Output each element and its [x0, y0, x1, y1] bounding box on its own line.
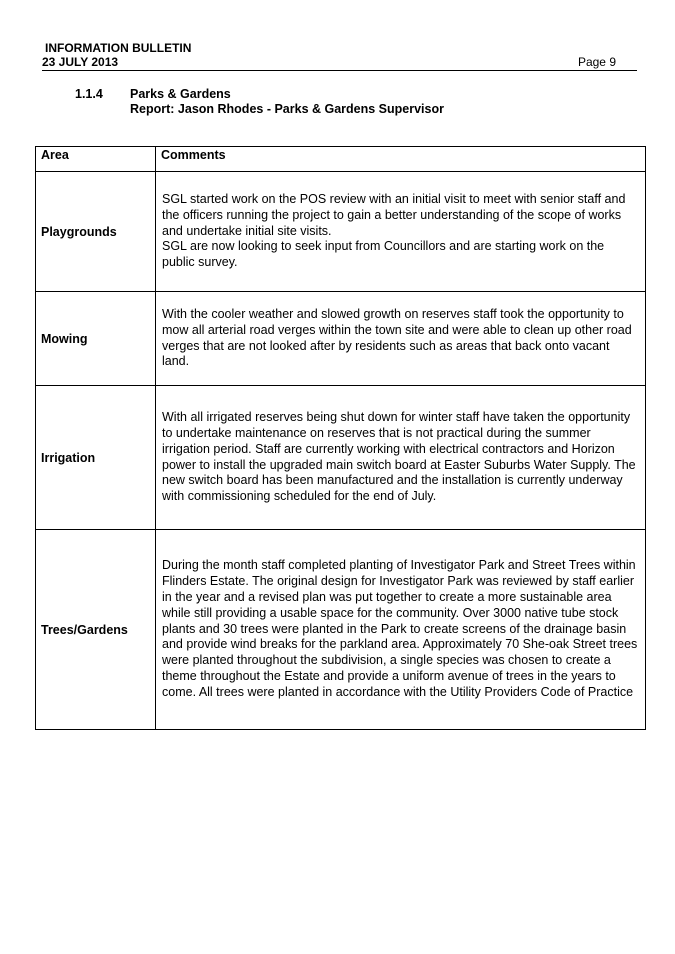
comment-cell	[156, 530, 646, 730]
section-heading	[75, 87, 444, 117]
comment-paragraph: SGL are now looking to seek input from Councillors and are starting work on the public survey.	[162, 239, 605, 270]
comment-paragraph: During the month staff completed planting of Investigator Park and Street Trees within Flinders Estate. The original design for Investigator Park was reviewed by staff earlier in the year and a revised plan was put together to create a more sustainable area while still providing a usable space for the community. Over 3000 native tube stock plants and 30 trees were planted in the Park to create screens of the drainage basin and provide wind breaks for the parkland area. Approximately 70 She-oak Street trees were planted throughout the subdivision, a single species was chosen to create a theme throughout the Estate and provide a uniform avenue of trees in the years to come. All trees were planted in accordance with the Utility Providers Code of Practice	[162, 558, 638, 699]
bulletin-title: INFORMATION BULLETIN	[45, 41, 192, 55]
page-header	[42, 41, 637, 71]
table-header-row	[36, 147, 646, 172]
area-cell: Trees/Gardens	[36, 530, 156, 730]
comment-cell	[156, 292, 646, 386]
section-number: 1.1.4	[75, 87, 103, 101]
table-row	[36, 530, 646, 730]
page-number: Page 9	[577, 55, 616, 69]
comment-paragraph: With the cooler weather and slowed growth on reserves staff took the opportunity to mow all arterial road verges within the town site and were able to clean up other road verges that are not looked after by residents such as areas that back onto vacant land.	[162, 306, 632, 369]
column-header-comments: Comments	[156, 147, 646, 172]
header-row	[42, 55, 637, 71]
comment-cell	[156, 172, 646, 292]
report-table	[35, 146, 646, 730]
table-row	[36, 386, 646, 530]
comment-cell	[156, 386, 646, 530]
bulletin-date: 23 JULY 2013	[42, 55, 119, 69]
area-cell: Playgrounds	[36, 172, 156, 292]
table-row	[36, 172, 646, 292]
area-cell: Irrigation	[36, 386, 156, 530]
area-cell: Mowing	[36, 292, 156, 386]
comment-paragraph: With all irrigated reserves being shut down for winter staff have taken the opportunity to undertake maintenance on reserves that is not practical during the summer irrigation period. Staff are currently working with electrical contractors and Horizon power to install the upgraded main switch board at Easter Suburbs Water Supply. The new switch board has been manufactured and the installation is currently underway with commissioning scheduled for the end of July.	[162, 410, 636, 504]
table-row	[36, 292, 646, 386]
section-title: Parks & Gardens	[130, 87, 231, 101]
report-author: Report: Jason Rhodes - Parks & Gardens Supervisor	[130, 102, 444, 116]
column-header-area: Area	[36, 147, 156, 172]
comment-paragraph: SGL started work on the POS review with an initial visit to meet with senior staff and the officers running the project to gain a better understanding of the scope of works and undertake initial site visits.	[162, 192, 626, 238]
